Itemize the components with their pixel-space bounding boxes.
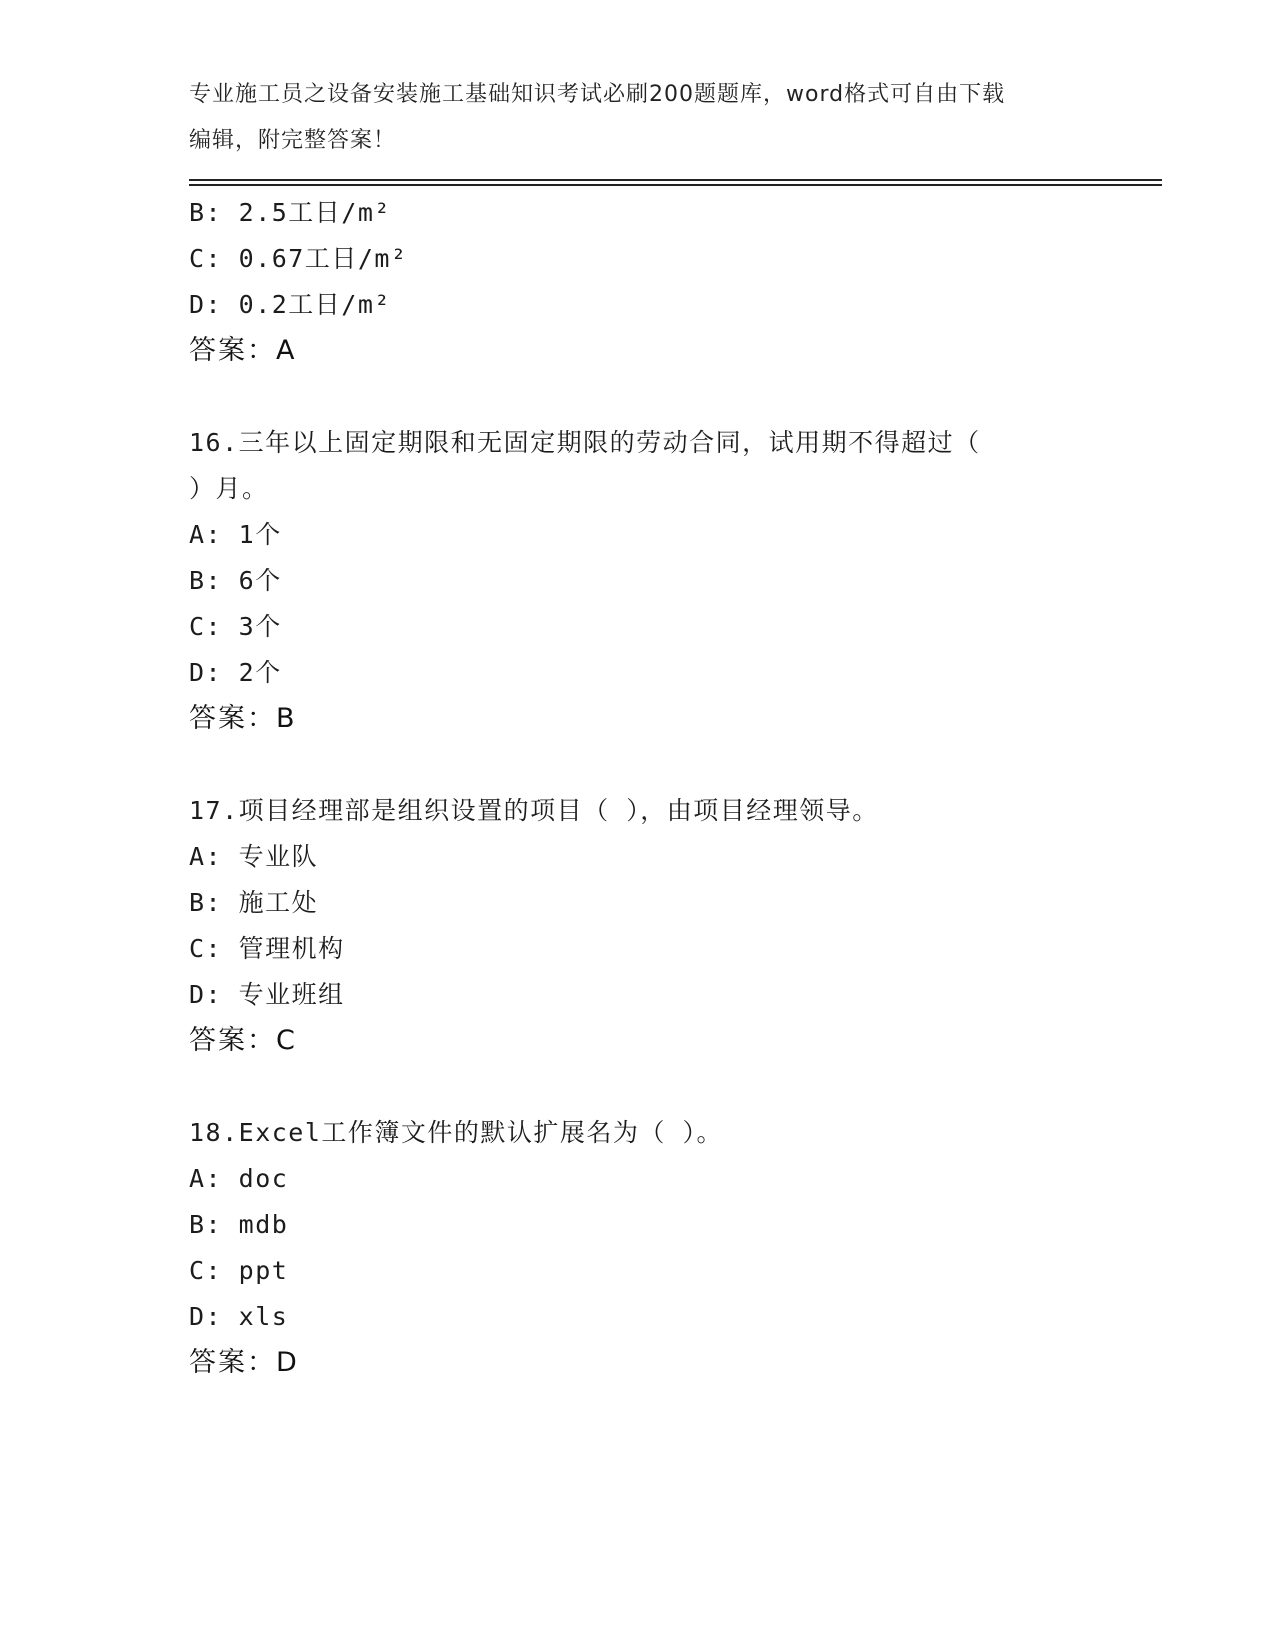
answer-line: 答案：C: [189, 1025, 297, 1056]
spacer: [189, 742, 1149, 788]
option-a: A: 专业队: [189, 842, 319, 871]
title-line-1: 专业施工员之设备安装施工基础知识考试必刷200题题库，word格式可自由下载: [189, 82, 1006, 107]
question-block-15: [189, 190, 1149, 374]
option-d: D: 专业班组: [189, 980, 345, 1009]
option-c: C: 3个: [189, 612, 282, 641]
option-d: D: 0.2工日/m²: [189, 290, 391, 319]
question-block-17: [189, 788, 1149, 1064]
spacer: [189, 1064, 1149, 1110]
document-title: [189, 72, 1089, 164]
option-c: C: 管理机构: [189, 934, 345, 963]
question-stem-continued: ）月。: [189, 474, 269, 503]
header-divider-bottom: [189, 184, 1162, 186]
option-b: B: 2.5工日/m²: [189, 198, 391, 227]
option-d: D: 2个: [189, 658, 282, 687]
option-a: A: doc: [189, 1164, 289, 1193]
question-stem: 16.三年以上固定期限和无固定期限的劳动合同，试用期不得超过（: [189, 428, 981, 457]
question-stem: 17.项目经理部是组织设置的项目（ ），由项目经理领导。: [189, 796, 879, 825]
option-d: D: xls: [189, 1302, 289, 1331]
option-b: B: 6个: [189, 566, 282, 595]
spacer: [189, 374, 1149, 420]
answer-line: 答案：D: [189, 1347, 299, 1378]
answer-line: 答案：A: [189, 335, 297, 366]
option-c: C: ppt: [189, 1256, 289, 1285]
answer-line: 答案：B: [189, 703, 297, 734]
option-b: B: 施工处: [189, 888, 319, 917]
option-a: A: 1个: [189, 520, 282, 549]
question-block-18: [189, 1110, 1149, 1386]
option-c: C: 0.67工日/m²: [189, 244, 408, 273]
question-list: [189, 190, 1149, 1386]
header-divider-top: [189, 179, 1162, 181]
question-block-16: [189, 420, 1149, 742]
option-b: B: mdb: [189, 1210, 289, 1239]
title-line-2: 编辑，附完整答案！: [189, 128, 397, 153]
question-stem: 18.Excel工作簿文件的默认扩展名为（ ）。: [189, 1118, 723, 1147]
